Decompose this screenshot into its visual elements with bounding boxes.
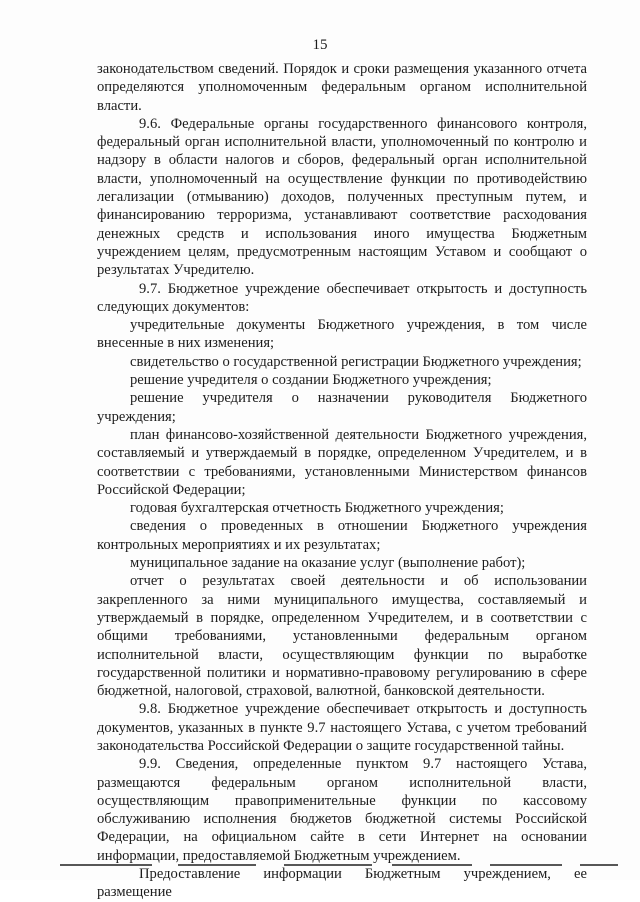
- paragraph-9-9: 9.9. Сведения, определенные пунктом 9.7 настоящего Устава, размещаются федеральным органом исполнительной власти, осуществляющим правоприменительные функции по кассовому обслуживанию исполнения бюджетов бюджетной системы Российской Федерации, на официальном сайте в сети Интернет на основании информации, предоставляемой Бюджетным учреждением.: [97, 756, 587, 864]
- list-item: сведения о проведенных в отношении Бюджетного учреждения контрольных мероприятиях и их результатах;: [97, 518, 587, 553]
- list-item: решение учредителя о назначении руководителя Бюджетного учреждения;: [97, 390, 587, 425]
- list-item: отчет о результатах своей деятельности и об использовании закрепленного за ними муниципального имущества, составляемый и утверждаемый в порядке, определенном Учредителем, и в соответствии с общими требованиями, установленными федеральным органом исполнительной власти, осуществляющим функции по выработке государственной политики и нормативно-правовому регулированию в сфере бюджетной, налоговой, страховой, валютной, банковской деятельности.: [97, 573, 587, 700]
- document-body: [97, 60, 587, 902]
- list-item: план финансово-хозяйственной деятельности Бюджетного учреждения, составляемый и утверждаемый в порядке, определенном Учредителем, и в соответствии с требованиями, установленными Министерством финансов Российской Федерации;: [97, 426, 587, 498]
- paragraph-9-7: 9.7. Бюджетное учреждение обеспечивает открытость и доступность следующих документов:: [97, 280, 587, 315]
- footer-rule: [60, 864, 620, 867]
- paragraph-continuation: законодательством сведений. Порядок и сроки размещения указанного отчета определяются уполномоченным федеральным органом исполнительной власти.: [97, 61, 587, 114]
- list-item: годовая бухгалтерская отчетность Бюджетного учреждения;: [130, 500, 504, 517]
- list-item: муниципальное задание на оказание услуг (выполнение работ);: [130, 555, 526, 572]
- page-number: 15: [312, 37, 328, 53]
- documents-list: [97, 316, 587, 700]
- list-item: свидетельство о государственной регистрации Бюджетного учреждения;: [130, 353, 582, 370]
- paragraph-information-provision: Предоставление информации Бюджетным учреждением, ее размещение: [97, 866, 587, 901]
- list-item: решение учредителя о создании Бюджетного учреждения;: [130, 372, 492, 389]
- list-item: учредительные документы Бюджетного учреждения, в том числе внесенные в них изменения;: [97, 317, 587, 352]
- paragraph-9-6: 9.6. Федеральные органы государственного финансового контроля, федеральный орган исполнительной власти, уполномоченный по контролю и надзору в области налогов и сборов, федеральный орган исполнительной власти, уполномоченный на осуществление функции по противодействию легализации (отмыванию) доходов, полученных преступным путем, и финансированию терроризма, устанавливают соответствие расходования денежных средств и использования иного имущества Бюджетным учреждением целям, предусмотренным настоящим Уставом и сообщают о результатах Учредителю.: [97, 115, 587, 279]
- paragraph-9-8: 9.8. Бюджетное учреждение обеспечивает открытость и доступность документов, указанных в пункте 9.7 настоящего Устава, с учетом требований законодательства Российской Федерации о защите государственной тайны.: [97, 701, 587, 754]
